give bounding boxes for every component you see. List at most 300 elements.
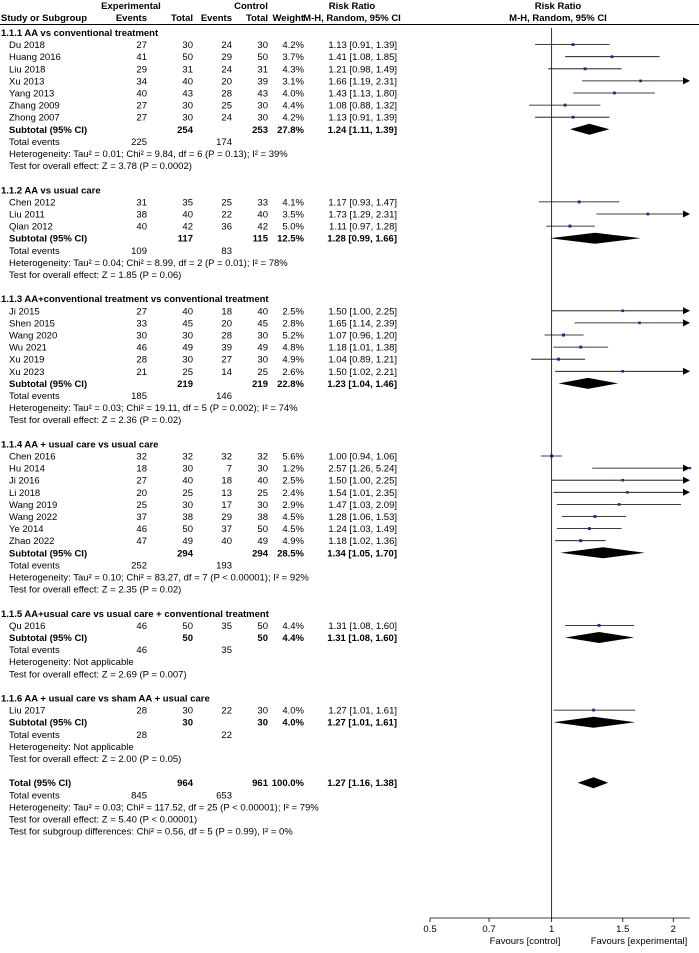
subgroup-4-study-1-exp-events: 32 xyxy=(136,451,147,463)
subgroup-6-study-1-name: Liu 2017 xyxy=(9,705,46,717)
subgroup-2-study-1-point xyxy=(578,200,581,203)
subgroup-4-study-7-ctl-total: 50 xyxy=(257,524,268,536)
subgroup-3-study-1-point xyxy=(622,310,625,313)
subgroup-4-study-8-exp-total: 49 xyxy=(182,536,193,548)
subgroup-2-total-events-ctl: 83 xyxy=(221,245,232,257)
subgroup-3-study-2-ctl-total: 45 xyxy=(257,318,268,330)
subgroup-4-study-1-exp-total: 32 xyxy=(182,451,193,463)
total-label: Total (95% CI) xyxy=(9,778,72,790)
subgroup-5-study-1-exp-total: 50 xyxy=(182,620,193,632)
subgroup-6-subtotal-label: Subtotal (95% CI) xyxy=(9,717,88,729)
subgroup-5-total-events-label: Total events xyxy=(9,645,60,657)
subgroup-6-subtotal-rr: 1.27 [1.01, 1.61] xyxy=(327,717,397,729)
subgroup-2-study-1-rr: 1.17 [0.93, 1.47] xyxy=(328,197,397,209)
subgroup-6-total-events-exp: 28 xyxy=(136,729,147,741)
subgroup-3-study-1-ctl-total: 40 xyxy=(257,306,268,318)
subgroup-1-study-7-point xyxy=(572,116,575,119)
subgroup-6-study-1-exp-total: 30 xyxy=(182,705,193,717)
subgroup-3-study-2-exp-events: 33 xyxy=(136,318,147,330)
subgroup-2-study-2-exp-total: 40 xyxy=(182,209,193,221)
total-rr: 1.27 [1.16, 1.38] xyxy=(327,778,397,790)
subgroup-3-study-2-ci-arrow xyxy=(683,319,690,326)
subgroup-1-study-4-exp-total: 40 xyxy=(182,76,193,88)
subgroup-1-study-2-point xyxy=(611,55,614,58)
subgroup-1-study-1-rr: 1.13 [0.91, 1.39] xyxy=(328,40,397,52)
subgroup-3-study-2-rr: 1.65 [1.14, 2.39] xyxy=(328,318,397,330)
subgroup-1-study-1-exp-events: 27 xyxy=(136,40,147,52)
subgroup-differences-test: Test for subgroup differences: Chi² = 0.56, df = 5 (P = 0.99), I² = 0% xyxy=(9,826,293,838)
favours-experimental-label: Favours [experimental] xyxy=(590,936,688,947)
subgroup-4-subtotal-diamond xyxy=(560,547,645,558)
subgroup-5-title: 1.1.5 AA+usual care vs usual care + conventional treatment xyxy=(1,608,269,620)
subgroup-5-total-events-exp: 46 xyxy=(136,645,147,657)
subgroup-6-study-1-exp-events: 28 xyxy=(136,705,147,717)
subgroup-4-heterogeneity: Heterogeneity: Tau² = 0.10; Chi² = 83.27, df = 7 (P < 0.00001); I² = 92% xyxy=(9,572,309,584)
subgroup-3-study-1-name: Ji 2015 xyxy=(9,306,40,318)
header-exp-total: Total xyxy=(171,13,193,24)
subgroup-4-study-3-name: Ji 2016 xyxy=(9,475,40,487)
subgroup-3-study-2-weight: 2.8% xyxy=(282,318,304,330)
subgroup-3-study-2-exp-total: 45 xyxy=(182,318,193,330)
subgroup-4-overall-effect: Test for overall effect: Z = 2.35 (P = 0.02) xyxy=(9,584,182,596)
subgroup-3-study-1-ci-arrow xyxy=(683,307,690,314)
subgroup-2-subtotal-diamond xyxy=(550,233,641,244)
subgroup-3-study-6-point xyxy=(622,370,625,373)
subgroup-2-study-3-ctl-total: 42 xyxy=(257,221,268,233)
subgroup-5-subtotal-diamond xyxy=(565,632,634,643)
subgroup-3-study-4-name: Wu 2021 xyxy=(9,342,47,354)
subgroup-3-study-5-exp-events: 28 xyxy=(136,354,147,366)
subgroup-1-study-4-weight: 3.1% xyxy=(282,76,304,88)
subgroup-3-total-events-label: Total events xyxy=(9,391,60,402)
subgroup-3-study-6-rr: 1.50 [1.02, 2.21] xyxy=(328,366,397,378)
subgroup-1-subtotal-rr: 1.24 [1.11, 1.39] xyxy=(327,124,397,136)
subgroup-4-study-2-exp-events: 18 xyxy=(136,463,147,475)
subgroup-1-subtotal-weight: 27.8% xyxy=(277,124,304,136)
subgroup-3-study-6-ctl-events: 14 xyxy=(221,366,232,378)
subgroup-4-study-1-rr: 1.00 [0.94, 1.06] xyxy=(328,451,397,463)
subgroup-3-study-6-exp-total: 25 xyxy=(182,366,193,378)
subgroup-3-study-3-point xyxy=(562,334,565,337)
subgroup-2-study-2-ci-arrow xyxy=(683,211,690,218)
subgroup-4-study-5-weight: 2.9% xyxy=(282,499,304,511)
subgroup-4-study-1-weight: 5.6% xyxy=(282,451,304,463)
header-ctl-events: Events xyxy=(200,13,232,24)
subgroup-3-study-5-exp-total: 30 xyxy=(182,354,193,366)
subgroup-5-subtotal-label: Subtotal (95% CI) xyxy=(9,633,88,644)
subgroup-4-study-4-ci-arrow xyxy=(683,489,690,496)
subgroup-4-study-3-point xyxy=(622,479,625,482)
subgroup-3-subtotal-exp-total: 219 xyxy=(177,378,193,390)
subgroup-3-study-1-weight: 2.5% xyxy=(282,306,304,318)
subgroup-2-study-3-ctl-events: 36 xyxy=(221,221,232,233)
subgroup-6-total-events-label: Total events xyxy=(9,729,60,741)
subgroup-1-subtotal-ctl-total: 253 xyxy=(252,124,268,136)
subgroup-3-study-5-ctl-events: 27 xyxy=(221,354,232,366)
subgroup-4-total-events-label: Total events xyxy=(9,560,60,572)
subgroup-4-study-8-rr: 1.18 [1.02, 1.36] xyxy=(328,536,397,548)
subgroup-3-study-3-ctl-total: 30 xyxy=(257,330,268,342)
subgroup-5-study-1-weight: 4.4% xyxy=(282,620,304,632)
x-tick-label-5: 2 xyxy=(670,924,676,935)
subgroup-3-study-4-rr: 1.18 [1.01, 1.38] xyxy=(328,342,397,354)
total-exp-total: 964 xyxy=(177,778,193,790)
subgroup-6-subtotal-ctl-total: 30 xyxy=(257,717,268,729)
subgroup-1-study-2-exp-events: 41 xyxy=(136,52,147,64)
subgroup-3-study-5-point xyxy=(557,358,560,361)
subgroup-1-study-3-exp-events: 29 xyxy=(136,64,147,76)
subgroup-6-total-events-ctl: 22 xyxy=(221,729,232,741)
subgroup-4-study-4-ctl-events: 13 xyxy=(221,487,232,499)
subgroup-4-subtotal-rr: 1.34 [1.05, 1.70] xyxy=(327,548,397,560)
subgroup-4-study-6-rr: 1.28 [1.06, 1.53] xyxy=(328,512,397,523)
subgroup-4-study-5-name: Wang 2019 xyxy=(9,499,58,511)
subgroup-4-study-4-weight: 2.4% xyxy=(282,487,304,499)
x-tick-label-3: 1 xyxy=(548,924,555,935)
subgroup-1-study-7-exp-total: 30 xyxy=(182,112,193,124)
subgroup-2-study-3-exp-total: 42 xyxy=(182,221,193,233)
subgroup-4-study-5-ctl-total: 30 xyxy=(257,499,268,511)
subgroup-4-subtotal-ctl-total: 294 xyxy=(252,548,268,560)
subgroup-4-subtotal-label: Subtotal (95% CI) xyxy=(9,548,88,560)
subgroup-3-study-6-ci-arrow xyxy=(683,368,690,375)
subgroup-3-study-3-name: Wang 2020 xyxy=(9,330,58,342)
subgroup-4-study-2-ctl-total: 30 xyxy=(257,463,268,475)
subgroup-4-study-3-exp-total: 40 xyxy=(182,475,193,487)
subgroup-3-study-1-exp-total: 40 xyxy=(182,306,193,318)
subgroup-4-total-events-ctl: 193 xyxy=(216,560,232,572)
subgroup-2-overall-effect: Test for overall effect: Z = 1.85 (P = 0.06) xyxy=(9,270,182,281)
subgroup-1-study-2-exp-total: 50 xyxy=(182,52,193,64)
subgroup-1-study-4-exp-events: 34 xyxy=(136,76,147,88)
subgroup-4-study-3-ci-arrow xyxy=(683,477,690,484)
subgroup-2-study-1-exp-total: 35 xyxy=(182,197,193,209)
subgroup-1-study-3-ctl-events: 24 xyxy=(221,64,232,76)
subgroup-3-study-1-exp-events: 27 xyxy=(136,306,147,318)
subgroup-4-subtotal-weight: 28.5% xyxy=(277,548,304,560)
subgroup-4-study-8-ctl-total: 49 xyxy=(257,536,268,548)
subgroup-4-study-7-exp-total: 50 xyxy=(182,524,193,536)
subgroup-3-study-3-exp-events: 30 xyxy=(136,330,147,342)
subgroup-1-study-5-exp-total: 43 xyxy=(182,88,193,100)
subgroup-1-total-events-exp: 225 xyxy=(131,136,147,148)
subgroup-6-heterogeneity: Heterogeneity: Not applicable xyxy=(9,741,134,753)
subgroup-1-total-events-label: Total events xyxy=(9,136,60,148)
subgroup-5-study-1-exp-events: 46 xyxy=(136,620,147,632)
subgroup-4-study-4-ctl-total: 25 xyxy=(257,487,268,499)
subgroup-1-study-5-name: Yang 2013 xyxy=(9,88,55,100)
subgroup-1-total-events-ctl: 174 xyxy=(216,136,232,148)
subgroup-4-study-7-weight: 4.5% xyxy=(282,524,304,536)
total-events-ctl: 653 xyxy=(216,790,232,802)
subgroup-3-subtotal-rr: 1.23 [1.04, 1.46] xyxy=(327,378,397,390)
subgroup-4-study-5-exp-events: 25 xyxy=(136,499,147,511)
header-plot-method: M-H, Random, 95% CI xyxy=(509,13,607,24)
subgroup-6-overall-effect: Test for overall effect: Z = 2.00 (P = 0.05) xyxy=(9,754,182,765)
subgroup-5-study-1-name: Qu 2016 xyxy=(9,620,46,632)
subgroup-4-study-5-point xyxy=(618,503,621,506)
subgroup-1-study-7-weight: 4.2% xyxy=(282,112,304,124)
subgroup-1-subtotal-exp-total: 254 xyxy=(177,124,193,136)
subgroup-2-study-3-exp-events: 40 xyxy=(136,221,147,233)
subgroup-5-subtotal-exp-total: 50 xyxy=(182,633,193,644)
subgroup-5-study-1-ctl-events: 35 xyxy=(221,620,232,632)
subgroup-3-study-6-ctl-total: 25 xyxy=(257,366,268,378)
subgroup-1-study-5-ctl-total: 43 xyxy=(257,88,268,100)
subgroup-3-subtotal-label: Subtotal (95% CI) xyxy=(9,378,88,390)
subgroup-4-study-3-rr: 1.50 [1.00, 2.25] xyxy=(328,475,397,487)
header-ctl-total: Total xyxy=(246,13,268,24)
subgroup-2-study-2-ctl-events: 22 xyxy=(221,209,232,221)
subgroup-1-study-1-weight: 4.2% xyxy=(282,40,304,52)
total-weight: 100.0% xyxy=(271,778,304,790)
subgroup-4-study-6-exp-total: 38 xyxy=(182,512,193,523)
subgroup-4-study-8-name: Zhao 2022 xyxy=(9,536,55,548)
subgroup-1-study-6-weight: 4.4% xyxy=(282,100,304,112)
subgroup-1-study-7-name: Zhong 2007 xyxy=(9,112,60,124)
subgroup-1-study-7-rr: 1.13 [0.91, 1.39] xyxy=(328,112,397,124)
subgroup-2-heterogeneity: Heterogeneity: Tau² = 0.04; Chi² = 8.99, df = 2 (P = 0.01); I² = 78% xyxy=(9,257,288,269)
subgroup-2-study-3-weight: 5.0% xyxy=(282,221,304,233)
subgroup-3-overall-effect: Test for overall effect: Z = 2.36 (P = 0.02) xyxy=(9,415,182,427)
subgroup-6-subtotal-exp-total: 30 xyxy=(182,717,193,729)
subgroup-3-study-4-ctl-events: 39 xyxy=(221,342,232,354)
subgroup-2-total-events-exp: 109 xyxy=(131,245,147,257)
subgroup-5-study-1-ctl-total: 50 xyxy=(257,620,268,632)
subgroup-4-study-7-exp-events: 46 xyxy=(136,524,147,536)
subgroup-1-study-3-rr: 1.21 [0.98, 1.49] xyxy=(328,64,397,76)
subgroup-4-study-8-point xyxy=(579,539,582,542)
subgroup-4-study-2-name: Hu 2014 xyxy=(9,463,45,475)
subgroup-1-study-4-ctl-total: 39 xyxy=(257,76,268,88)
subgroup-4-study-8-ctl-events: 40 xyxy=(221,536,232,548)
subgroup-4-study-7-rr: 1.24 [1.03, 1.49] xyxy=(328,524,397,536)
subgroup-2-subtotal-rr: 1.28 [0.99, 1.66] xyxy=(327,233,397,245)
header-rr-title: Risk Ratio xyxy=(328,1,376,12)
subgroup-1-study-2-name: Huang 2016 xyxy=(9,52,61,64)
subgroup-5-study-1-point xyxy=(598,624,601,627)
subgroup-2-subtotal-weight: 12.5% xyxy=(277,233,304,245)
subgroup-5-heterogeneity: Heterogeneity: Not applicable xyxy=(9,657,134,669)
subgroup-5-study-1-rr: 1.31 [1.08, 1.60] xyxy=(328,620,397,632)
subgroup-5-total-events-ctl: 35 xyxy=(221,645,232,657)
x-tick-label-1: 0.5 xyxy=(423,924,437,935)
subgroup-1-study-7-exp-events: 27 xyxy=(136,112,147,124)
subgroup-4-title: 1.1.4 AA + usual care vs usual care xyxy=(1,439,159,451)
subgroup-4-study-3-exp-events: 27 xyxy=(136,475,147,487)
subgroup-1-study-2-ctl-total: 50 xyxy=(257,52,268,64)
subgroup-2-study-2-rr: 1.73 [1.29, 2.31] xyxy=(328,209,397,221)
subgroup-3-total-events-exp: 185 xyxy=(131,391,147,402)
subgroup-4-study-7-ctl-events: 37 xyxy=(221,524,232,536)
subgroup-2-total-events-label: Total events xyxy=(9,245,60,257)
subgroup-2-study-1-name: Chen 2012 xyxy=(9,197,56,209)
subgroup-6-subtotal-weight: 4.0% xyxy=(282,717,304,729)
subgroup-1-study-6-ctl-events: 25 xyxy=(221,100,232,112)
subgroup-2-study-2-weight: 3.5% xyxy=(282,209,304,221)
subgroup-3-study-5-ctl-total: 30 xyxy=(257,354,268,366)
subgroup-1-study-5-weight: 4.0% xyxy=(282,88,304,100)
total-overall-effect: Test for overall effect: Z = 5.40 (P < 0.00001) xyxy=(9,814,198,826)
subgroup-1-study-7-ctl-events: 24 xyxy=(221,112,232,124)
subgroup-4-study-2-ctl-events: 7 xyxy=(226,463,232,475)
subgroup-4-study-4-point xyxy=(626,491,629,494)
subgroup-4-study-4-rr: 1.54 [1.01, 2.35] xyxy=(328,487,397,499)
subgroup-3-study-3-ctl-events: 28 xyxy=(221,330,232,342)
subgroup-1-study-2-weight: 3.7% xyxy=(282,52,304,64)
subgroup-2-subtotal-label: Subtotal (95% CI) xyxy=(9,233,88,245)
subgroup-1-study-3-ctl-total: 31 xyxy=(257,64,268,76)
subgroup-1-study-3-weight: 4.3% xyxy=(282,64,304,76)
subgroup-4-study-3-ctl-total: 40 xyxy=(257,475,268,487)
subgroup-1-study-4-point xyxy=(639,80,642,83)
subgroup-3-study-5-weight: 4.9% xyxy=(282,354,304,366)
subgroup-1-study-2-rr: 1.41 [1.08, 1.85] xyxy=(328,52,397,64)
subgroup-3-study-4-ctl-total: 49 xyxy=(257,342,268,354)
subgroup-3-study-6-weight: 2.6% xyxy=(282,366,304,378)
favours-control-label: Favours [control] xyxy=(489,936,561,947)
subgroup-3-study-4-exp-events: 46 xyxy=(136,342,147,354)
subgroup-1-study-5-exp-events: 40 xyxy=(136,88,147,100)
header-exp-events: Events xyxy=(115,13,147,24)
subgroup-2-study-2-name: Liu 2011 xyxy=(9,209,45,221)
subgroup-3-study-2-point xyxy=(638,322,641,325)
subgroup-4-study-1-ctl-events: 32 xyxy=(221,451,232,463)
subgroup-3-subtotal-ctl-total: 219 xyxy=(252,378,268,390)
subgroup-2-title: 1.1.2 AA vs usual care xyxy=(1,185,101,197)
subgroup-6-study-1-point xyxy=(592,709,595,712)
subgroup-3-study-4-exp-total: 49 xyxy=(182,342,193,354)
subgroup-4-subtotal-exp-total: 294 xyxy=(177,548,193,560)
subgroup-6-study-1-weight: 4.0% xyxy=(282,705,304,717)
subgroup-4-study-6-exp-events: 37 xyxy=(136,512,147,523)
subgroup-2-study-2-exp-events: 38 xyxy=(136,209,147,221)
subgroup-1-title: 1.1.1 AA vs conventional treatment xyxy=(1,28,159,39)
subgroup-1-study-6-ctl-total: 30 xyxy=(257,100,268,112)
subgroup-3-heterogeneity: Heterogeneity: Tau² = 0.03; Chi² = 19.11, df = 5 (P = 0.002); I² = 74% xyxy=(9,403,298,415)
subgroup-3-study-6-name: Xu 2023 xyxy=(9,366,45,378)
subgroup-1-overall-effect: Test for overall effect: Z = 3.78 (P = 0.0002) xyxy=(9,161,192,173)
subgroup-4-study-3-weight: 2.5% xyxy=(282,475,304,487)
subgroup-1-study-2-ctl-events: 29 xyxy=(221,52,232,64)
subgroup-1-study-5-point xyxy=(613,92,616,95)
subgroup-6-subtotal-diamond xyxy=(553,717,635,728)
subgroup-1-study-1-ctl-total: 30 xyxy=(257,40,268,52)
subgroup-1-study-3-exp-total: 31 xyxy=(182,64,193,76)
subgroup-4-study-4-exp-events: 20 xyxy=(136,487,147,499)
subgroup-4-study-5-ctl-events: 17 xyxy=(221,499,232,511)
subgroup-2-study-1-weight: 4.1% xyxy=(282,197,304,209)
subgroup-1-study-3-point xyxy=(584,67,587,70)
subgroup-5-subtotal-rr: 1.31 [1.08, 1.60] xyxy=(327,633,397,644)
subgroup-1-study-5-rr: 1.43 [1.13, 1.80] xyxy=(328,88,397,100)
subgroup-6-study-1-rr: 1.27 [1.01, 1.61] xyxy=(328,705,397,717)
header-control: Control xyxy=(234,1,268,12)
subgroup-1-study-4-rr: 1.66 [1.19, 2.31] xyxy=(328,76,397,88)
subgroup-5-subtotal-weight: 4.4% xyxy=(282,633,304,644)
header-weight: Weight xyxy=(272,13,304,24)
subgroup-4-study-6-name: Wang 2022 xyxy=(9,512,58,523)
subgroup-1-subtotal-diamond xyxy=(570,124,609,135)
subgroup-3-subtotal-diamond xyxy=(559,378,619,389)
subgroup-3-subtotal-weight: 22.8% xyxy=(277,378,304,390)
subgroup-4-study-7-name: Ye 2014 xyxy=(9,524,44,536)
subgroup-1-study-3-name: Liu 2018 xyxy=(9,64,46,76)
subgroup-2-study-2-point xyxy=(646,213,649,216)
subgroup-4-study-6-ctl-total: 38 xyxy=(257,512,268,523)
subgroup-6-study-1-ctl-events: 22 xyxy=(221,705,232,717)
subgroup-2-study-1-ctl-total: 33 xyxy=(257,197,268,209)
subgroup-1-study-6-name: Zhang 2009 xyxy=(9,100,60,112)
total-events-label: Total events xyxy=(9,790,60,802)
subgroup-2-study-3-name: Qian 2012 xyxy=(9,221,53,233)
subgroup-2-study-3-point xyxy=(568,225,571,228)
subgroup-4-study-5-rr: 1.47 [1.03, 2.09] xyxy=(328,499,397,511)
subgroup-4-study-6-ctl-events: 29 xyxy=(221,512,232,523)
subgroup-1-study-1-name: Du 2018 xyxy=(9,40,45,52)
subgroup-3-title: 1.1.3 AA+conventional treatment vs conventional treatment xyxy=(1,294,269,306)
subgroup-4-study-4-name: Li 2018 xyxy=(9,487,41,499)
header-rr-method: M-H, Random, 95% CI xyxy=(303,13,401,24)
subgroup-1-study-7-ctl-total: 30 xyxy=(257,112,268,124)
subgroup-1-heterogeneity: Heterogeneity: Tau² = 0.01; Chi² = 9.84, df = 6 (P = 0.13); I² = 39% xyxy=(9,149,288,160)
subgroup-1-study-5-ctl-events: 28 xyxy=(221,88,232,100)
subgroup-3-total-events-ctl: 146 xyxy=(216,391,232,402)
total-diamond xyxy=(578,777,608,788)
x-tick-label-4: 1.5 xyxy=(616,924,630,935)
subgroup-3-study-1-rr: 1.50 [1.00, 2.25] xyxy=(328,306,397,318)
subgroup-1-study-6-point xyxy=(564,104,567,107)
subgroup-3-study-5-name: Xu 2019 xyxy=(9,354,45,366)
subgroup-1-subtotal-label: Subtotal (95% CI) xyxy=(9,124,88,136)
subgroup-3-study-2-ctl-events: 20 xyxy=(221,318,232,330)
subgroup-6-study-1-ctl-total: 30 xyxy=(257,705,268,717)
subgroup-4-study-8-exp-events: 47 xyxy=(136,536,147,548)
subgroup-1-study-6-exp-events: 27 xyxy=(136,100,147,112)
total-ctl-total: 961 xyxy=(252,778,268,790)
subgroup-5-subtotal-ctl-total: 50 xyxy=(257,633,268,644)
subgroup-4-study-7-point xyxy=(588,527,591,530)
header-experimental: Experimental xyxy=(101,1,161,12)
header-study: Study or Subgroup xyxy=(1,13,88,24)
total-events-exp: 845 xyxy=(131,790,147,802)
subgroup-2-study-3-rr: 1.11 [0.97, 1.28] xyxy=(329,221,397,233)
subgroup-2-study-1-ctl-events: 25 xyxy=(221,197,232,209)
subgroup-1-study-1-ctl-events: 24 xyxy=(221,40,232,52)
subgroup-4-study-6-point xyxy=(594,515,597,518)
subgroup-3-study-1-ctl-events: 18 xyxy=(221,306,232,318)
subgroup-4-study-8-weight: 4.9% xyxy=(282,536,304,548)
subgroup-2-study-2-ctl-total: 40 xyxy=(257,209,268,221)
subgroup-6-title: 1.1.6 AA + usual care vs sham AA + usual care xyxy=(1,693,210,705)
subgroup-1-study-6-rr: 1.08 [0.88, 1.32] xyxy=(328,100,397,112)
subgroup-4-study-2-weight: 1.2% xyxy=(282,463,304,475)
subgroup-4-study-2-rr: 2.57 [1.26, 5.24] xyxy=(328,463,397,475)
subgroup-2-study-1-exp-events: 31 xyxy=(136,197,147,209)
subgroup-4-study-1-name: Chen 2016 xyxy=(9,451,56,463)
subgroup-2-subtotal-exp-total: 117 xyxy=(177,233,193,245)
subgroup-1-study-6-exp-total: 30 xyxy=(182,100,193,112)
subgroup-4-study-3-ctl-events: 18 xyxy=(221,475,232,487)
subgroup-4-study-6-weight: 4.5% xyxy=(282,512,304,523)
subgroup-3-study-3-rr: 1.07 [0.96, 1.20] xyxy=(328,330,397,342)
subgroup-1-study-4-ci-arrow xyxy=(683,77,690,84)
subgroup-1-study-1-exp-total: 30 xyxy=(182,40,193,52)
total-heterogeneity: Heterogeneity: Tau² = 0.03; Chi² = 117.52, df = 25 (P < 0.00001); I² = 79% xyxy=(9,802,319,814)
subgroup-4-study-5-exp-total: 30 xyxy=(182,499,193,511)
subgroup-3-study-2-name: Shen 2015 xyxy=(9,318,55,330)
subgroup-3-study-4-weight: 4.8% xyxy=(282,342,304,354)
